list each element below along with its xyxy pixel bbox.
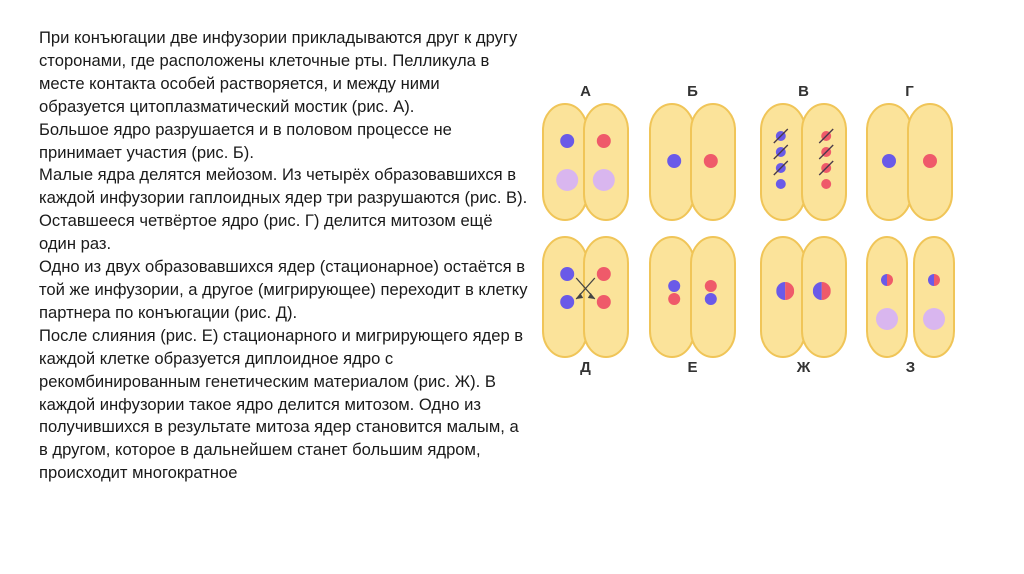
paragraph-macronucleus: Большое ядро разрушается и в половом процессе не принимает участия (рис. Б). xyxy=(39,119,452,162)
micronucleus-red xyxy=(597,295,611,309)
micronucleus-blue xyxy=(560,295,574,309)
macronucleus xyxy=(876,308,898,330)
micronucleus-blue xyxy=(776,179,786,189)
macronucleus xyxy=(556,169,578,191)
micronucleus-red xyxy=(705,280,717,292)
micronucleus-red xyxy=(597,134,611,148)
stage-label: А xyxy=(580,83,591,100)
stage-label: Е xyxy=(687,359,698,376)
stage-label: Б xyxy=(687,83,698,100)
paragraph-conjugation-start: При конъюгации две инфузории прикладываются друг к другу сторонами, где расположены клеточные рты. Пелликула в месте контакта особей растворяется, и между ними образуется цитоплазматический мостик (рис. А). xyxy=(39,28,518,116)
cell-right xyxy=(584,104,628,220)
micronucleus-red xyxy=(668,293,680,305)
slide-text xyxy=(39,27,529,485)
macronucleus xyxy=(593,169,615,191)
stage-v xyxy=(761,83,846,220)
micronucleus-red xyxy=(704,154,718,168)
stage-e xyxy=(650,237,735,376)
nucleus-recombinant xyxy=(776,282,794,300)
cell-left xyxy=(867,237,907,357)
stage-label: В xyxy=(798,83,809,100)
micronucleus-red xyxy=(923,154,937,168)
stage-label: Д xyxy=(580,359,591,376)
stage-label: З xyxy=(905,359,916,376)
micronucleus-blue xyxy=(560,134,574,148)
micronucleus-blue xyxy=(667,154,681,168)
macronucleus xyxy=(923,308,945,330)
stage-d xyxy=(543,237,628,376)
nucleus-recombinant xyxy=(928,274,940,286)
cell-right xyxy=(914,237,954,357)
micronucleus-red xyxy=(821,179,831,189)
stage-z xyxy=(867,237,954,376)
micronucleus-blue xyxy=(668,280,680,292)
paragraph-fusion: После слияния (рис. Е) стационарного и мигрирующего ядер в каждой клетке образуется диплоидное ядро с рекомбинированным генетическим материалом (рис. Ж). В каждой инфузории такое ядро делится митозом. Одно из получившихся в результате митоза ядер становится малым, а в другом, которое в дальнейшем станет большим ядром, происходит многократное xyxy=(39,325,524,483)
stage-g xyxy=(867,83,952,220)
stage-zh xyxy=(761,237,846,376)
micronucleus-blue xyxy=(560,267,574,281)
stage-b xyxy=(650,83,735,220)
stage-label: Г xyxy=(905,83,914,100)
paragraph-meiosis: Малые ядра делятся мейозом. Из четырёх образовавшихся в каждой инфузории гаплоидных ядер три разрушаются (рис. В). Оставшееся четвёртое ядро (рис. Г) делится митозом ещё один раз. xyxy=(39,165,528,254)
paragraph-migration: Одно из двух образовавшихся ядер (стационарное) остаётся в той же инфузории, а другое (мигрирующее) переходит в клетку партнера по конъюгации (рис. Д). xyxy=(39,257,528,322)
nucleus-recombinant xyxy=(813,282,831,300)
cell-right xyxy=(802,104,846,220)
cell-left xyxy=(543,104,587,220)
micronucleus-red xyxy=(597,267,611,281)
conjugation-diagram xyxy=(533,80,973,380)
stage-a xyxy=(543,83,628,220)
micronucleus-blue xyxy=(705,293,717,305)
nucleus-recombinant xyxy=(881,274,893,286)
cell-left xyxy=(761,104,805,220)
micronucleus-blue xyxy=(882,154,896,168)
stage-label: Ж xyxy=(796,359,811,376)
